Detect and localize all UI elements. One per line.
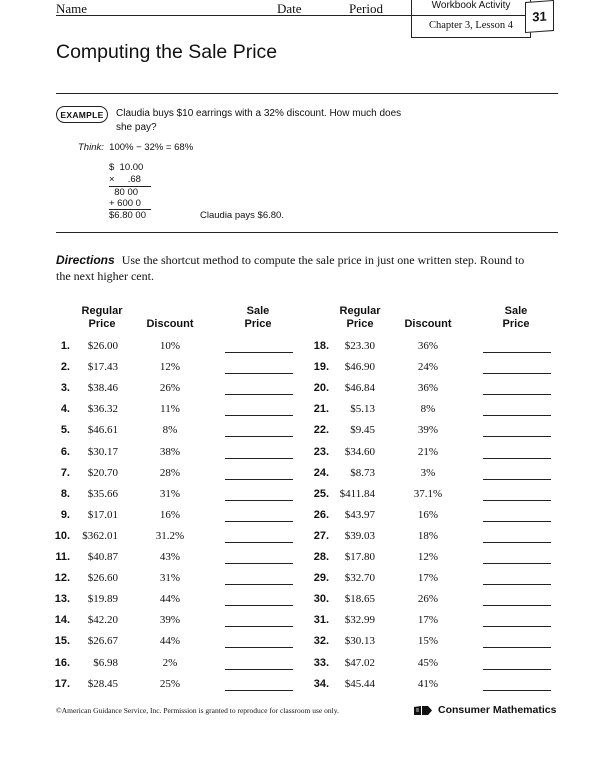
- sale-price-answer-blank[interactable]: [483, 394, 551, 395]
- example-badge: [56, 106, 108, 123]
- discount-value: 31%: [159, 572, 181, 585]
- regular-price: $17.43: [87, 361, 118, 374]
- regular-price: $26.00: [87, 340, 118, 352]
- discount-value: 2%: [162, 656, 178, 669]
- problem-number: 3.: [60, 382, 70, 395]
- sale-price-answer-blank[interactable]: [225, 647, 293, 648]
- think-label: Think:: [78, 142, 104, 153]
- sale-price-answer-blank[interactable]: [225, 479, 293, 480]
- sale-price-answer-blank[interactable]: [483, 521, 551, 522]
- regular-price: $8.73: [350, 466, 375, 479]
- discount-value: 41%: [417, 677, 439, 690]
- problem-number: 8.: [60, 487, 70, 500]
- calc-line-1: $ 10.00: [109, 162, 144, 173]
- problem-number: 33.: [313, 656, 329, 669]
- think-text: 100% − 32% = 68%: [109, 142, 194, 153]
- problem-number: 34.: [313, 677, 329, 690]
- workbook-box: [411, 0, 531, 38]
- sale-price-answer-blank[interactable]: [225, 500, 293, 501]
- discount-value: 24%: [417, 361, 439, 374]
- discount-value: 15%: [417, 635, 439, 648]
- discount-value: 38%: [159, 445, 181, 458]
- date-label: Date: [277, 1, 302, 16]
- discount-value: 16%: [159, 508, 181, 521]
- regular-price: $362.01: [82, 529, 118, 542]
- sale-price-answer-blank[interactable]: [483, 563, 551, 564]
- regular-price: $43.97: [344, 508, 375, 521]
- discount-value: 8%: [162, 424, 178, 437]
- discount-value: 39%: [159, 614, 181, 627]
- problem-number: 12.: [54, 572, 70, 585]
- sale-price-answer-blank[interactable]: [225, 542, 293, 543]
- sale-price-answer-blank[interactable]: [483, 584, 551, 585]
- discount-value: 28%: [159, 466, 181, 479]
- problem-number: 30.: [313, 593, 329, 606]
- sale-price-answer-blank[interactable]: [483, 605, 551, 606]
- col-head-sale-right: Sale Price: [502, 305, 530, 330]
- regular-price: $26.60: [87, 572, 118, 585]
- discount-value: 17%: [417, 614, 439, 627]
- problem-number: 5.: [60, 424, 70, 437]
- sale-price-answer-blank[interactable]: [225, 563, 293, 564]
- book-icon: [413, 705, 433, 716]
- sale-price-answer-blank[interactable]: [225, 690, 293, 691]
- regular-price: $35.66: [87, 487, 118, 500]
- calc-line-4: + 600 0: [109, 198, 141, 209]
- sale-price-answer-blank[interactable]: [483, 352, 551, 353]
- example-top-rule: [56, 93, 558, 94]
- regular-price: $45.44: [344, 677, 375, 690]
- discount-value: 12%: [417, 551, 439, 563]
- example-bottom-rule: [56, 232, 558, 233]
- calc-line-2: × .68: [109, 174, 141, 185]
- regular-price: $38.46: [87, 382, 118, 395]
- sale-price-answer-blank[interactable]: [483, 415, 551, 416]
- workbook-label: Workbook Activity: [412, 0, 530, 16]
- problem-number: 11.: [55, 551, 70, 563]
- discount-value: 26%: [159, 382, 181, 395]
- activity-number: 31: [525, 0, 554, 33]
- problem-number: 23.: [313, 445, 329, 458]
- discount-value: 36%: [417, 382, 439, 395]
- regular-price: $36.32: [87, 403, 118, 416]
- regular-price: $46.84: [344, 382, 375, 395]
- col-head-discount-left: Discount: [146, 318, 194, 330]
- directions-text: Use the shortcut method to compute the sale price in just one written step. Round to the next higher cent.: [56, 253, 525, 283]
- discount-value: 36%: [417, 340, 439, 352]
- discount-value: 8%: [420, 403, 436, 416]
- regular-price: $30.17: [87, 445, 118, 458]
- sale-price-answer-blank[interactable]: [483, 542, 551, 543]
- name-label: Name: [56, 1, 88, 16]
- regular-price: $18.65: [344, 593, 375, 606]
- col-head-regular-right: Regular Price: [339, 305, 381, 330]
- problem-number: 10.: [54, 529, 70, 542]
- sale-price-answer-blank[interactable]: [225, 521, 293, 522]
- problem-number: 24.: [313, 466, 329, 479]
- problem-number: 2.: [60, 361, 70, 374]
- discount-value: 18%: [417, 529, 439, 542]
- sale-price-answer-blank[interactable]: [483, 500, 551, 501]
- discount-value: 11%: [160, 403, 180, 416]
- discount-value: 31.2%: [155, 529, 185, 542]
- discount-value: 37.1%: [413, 487, 443, 500]
- sale-price-answer-blank[interactable]: [483, 690, 551, 691]
- problem-number: 20.: [313, 382, 329, 395]
- problem-number: 25.: [313, 487, 329, 500]
- discount-value: 31%: [159, 487, 181, 500]
- directions-label: Directions: [56, 253, 115, 267]
- sale-price-answer-blank[interactable]: [483, 373, 551, 374]
- problem-number: 7.: [60, 466, 70, 479]
- regular-price: $30.13: [344, 635, 375, 648]
- regular-price: $17.01: [87, 508, 118, 521]
- regular-price: $20.70: [87, 466, 118, 479]
- sale-price-answer-blank[interactable]: [225, 415, 293, 416]
- problem-number: 18.: [313, 340, 329, 352]
- problem-number: 14.: [54, 614, 70, 627]
- regular-price: $34.60: [344, 445, 375, 458]
- problem-number: 32.: [313, 635, 329, 648]
- regular-price: $19.89: [87, 593, 118, 606]
- problem-number: 27.: [313, 529, 329, 542]
- problem-number: 6.: [60, 445, 70, 458]
- regular-price: $40.87: [87, 551, 118, 563]
- sale-price-answer-blank[interactable]: [225, 605, 293, 606]
- discount-value: 45%: [417, 656, 439, 669]
- regular-price: $411.84: [339, 487, 375, 500]
- period-label: Period: [349, 1, 383, 16]
- regular-price: $47.02: [344, 656, 375, 669]
- discount-value: 16%: [417, 508, 439, 521]
- sale-price-answer-blank[interactable]: [483, 669, 551, 670]
- sale-price-answer-blank[interactable]: [225, 352, 293, 353]
- footer-brand: Consumer Mathematics: [438, 704, 557, 716]
- regular-price: $32.70: [344, 572, 375, 585]
- sale-price-answer-blank[interactable]: [483, 436, 551, 437]
- regular-price: $28.45: [87, 677, 118, 690]
- discount-value: 44%: [159, 635, 181, 648]
- calc-line-3: 80 00: [109, 187, 139, 198]
- example-answer: Claudia pays $6.80.: [200, 210, 284, 221]
- regular-price: $23.30: [344, 340, 375, 352]
- discount-value: 3%: [420, 466, 436, 479]
- discount-value: 25%: [159, 677, 181, 690]
- regular-price: $17.80: [344, 551, 375, 563]
- regular-price: $46.61: [87, 424, 118, 437]
- problem-number: 21.: [313, 403, 329, 416]
- regular-price: $26.67: [87, 635, 118, 648]
- sale-price-answer-blank[interactable]: [225, 458, 293, 459]
- regular-price: $46.90: [344, 361, 375, 374]
- regular-price: $9.45: [350, 424, 375, 437]
- discount-value: 26%: [417, 593, 439, 606]
- calc-line-5: $6.80 00: [109, 210, 146, 221]
- discount-value: 43%: [159, 551, 181, 563]
- discount-value: 10%: [159, 340, 181, 352]
- page-title: Computing the Sale Price: [56, 41, 278, 63]
- footer-copyright: ©American Guidance Service, Inc. Permission is granted to reproduce for classroom use only.: [56, 706, 339, 715]
- directions: [56, 252, 526, 284]
- discount-value: 44%: [159, 593, 181, 606]
- sale-price-answer-blank[interactable]: [225, 394, 293, 395]
- regular-price: $6.98: [93, 656, 118, 669]
- think-line: [78, 142, 193, 153]
- problem-number: 19.: [313, 361, 329, 374]
- problem-number: 13.: [54, 593, 70, 606]
- problem-number: 28.: [313, 551, 329, 563]
- problem-number: 22.: [313, 424, 329, 437]
- discount-value: 39%: [417, 424, 439, 437]
- discount-value: 17%: [417, 572, 439, 585]
- problem-number: 15.: [54, 635, 70, 648]
- sale-price-answer-blank[interactable]: [225, 373, 293, 374]
- problem-number: 1.: [60, 340, 70, 352]
- chapter-label: Chapter 3, Lesson 4: [429, 20, 513, 31]
- regular-price: $5.13: [350, 403, 375, 416]
- problem-number: 16.: [54, 656, 70, 669]
- sale-price-answer-blank[interactable]: [483, 626, 551, 627]
- sale-price-answer-blank[interactable]: [483, 647, 551, 648]
- col-head-regular-left: Regular Price: [81, 305, 123, 330]
- regular-price: $39.03: [344, 529, 375, 542]
- sale-price-answer-blank[interactable]: [225, 436, 293, 437]
- sale-price-answer-blank[interactable]: [483, 458, 551, 459]
- sale-price-answer-blank[interactable]: [225, 626, 293, 627]
- sale-price-answer-blank[interactable]: [483, 479, 551, 480]
- problem-number: 17.: [54, 677, 70, 690]
- problem-number: 29.: [313, 572, 329, 585]
- sale-price-answer-blank[interactable]: [225, 669, 293, 670]
- col-head-sale-left: Sale Price: [244, 305, 272, 330]
- sale-price-answer-blank[interactable]: [225, 584, 293, 585]
- discount-value: 21%: [417, 445, 439, 458]
- problem-number: 9.: [60, 508, 70, 521]
- col-head-discount-right: Discount: [404, 318, 452, 330]
- regular-price: $42.20: [87, 614, 118, 627]
- problem-number: 26.: [313, 508, 329, 521]
- problem-number: 31.: [313, 614, 329, 627]
- example-badge-label: EXAMPLE: [60, 109, 104, 120]
- problem-number: 4.: [60, 403, 70, 416]
- example-text: Claudia buys $10 earrings with a 32% discount. How much does she pay?: [116, 108, 402, 133]
- regular-price: $32.99: [344, 614, 375, 627]
- discount-value: 12%: [159, 361, 181, 374]
